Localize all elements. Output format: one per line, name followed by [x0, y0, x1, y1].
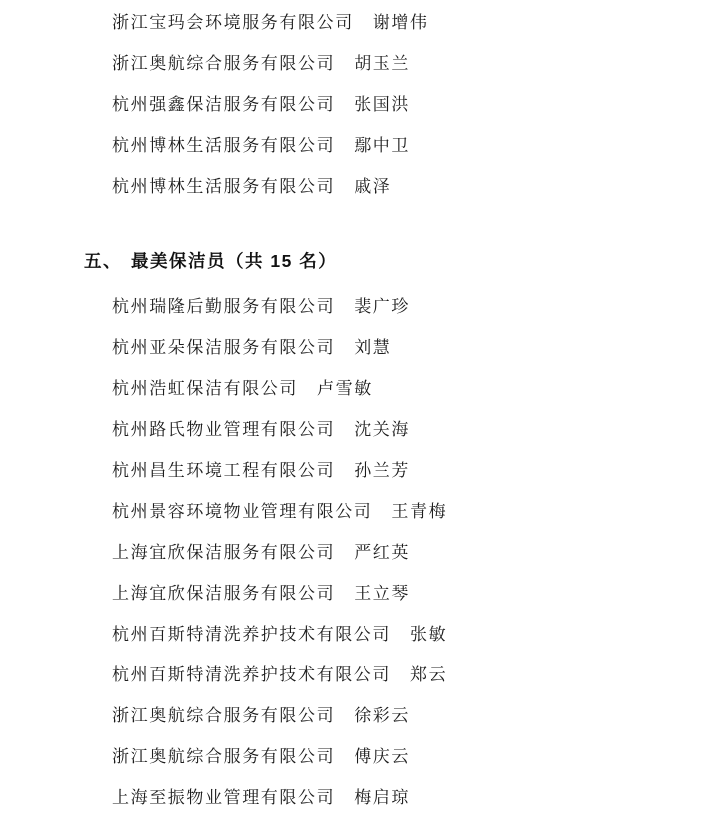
award-list-item [0, 747, 707, 788]
company-name: 杭州博林生活服务有限公司 [112, 135, 336, 155]
award-list-item [0, 297, 707, 338]
company-name: 浙江奥航综合服务有限公司 [112, 53, 336, 73]
award-list-item [0, 706, 707, 747]
company-name: 杭州浩虹保洁有限公司 [112, 379, 298, 399]
section-title: 最美保洁员（共 15 名） [131, 251, 338, 272]
person-name: 沈关海 [354, 420, 411, 440]
person-name: 张敏 [410, 624, 448, 644]
award-list-previous-section [0, 0, 707, 217]
person-name: 裴广珍 [354, 297, 411, 317]
person-name: 梅启琼 [354, 788, 411, 808]
company-name: 杭州瑞隆后勤服务有限公司 [112, 297, 336, 317]
section-heading [0, 251, 707, 272]
company-name: 杭州博林生活服务有限公司 [112, 176, 336, 196]
company-name: 杭州强鑫保洁服务有限公司 [112, 94, 336, 114]
award-list-item [0, 788, 707, 815]
company-name: 浙江宝玛会环境服务有限公司 [112, 13, 354, 32]
person-name: 严红英 [354, 542, 411, 562]
person-name: 张国洪 [354, 94, 411, 114]
company-name: 杭州路氏物业管理有限公司 [112, 420, 336, 440]
award-list-item [0, 136, 707, 177]
company-name: 上海宜欣保洁服务有限公司 [112, 583, 336, 603]
section-number: 五、 [84, 251, 122, 272]
company-name: 杭州亚朵保洁服务有限公司 [112, 338, 336, 358]
award-list-item [0, 584, 707, 625]
company-name: 杭州百斯特清洗养护技术有限公司 [112, 624, 391, 644]
company-name: 杭州昌生环境工程有限公司 [112, 461, 336, 481]
person-name: 徐彩云 [354, 706, 411, 726]
award-list-item [0, 13, 707, 54]
award-list-item [0, 420, 707, 461]
award-list-item [0, 95, 707, 136]
award-list-item [0, 625, 707, 666]
award-list-item [0, 461, 707, 502]
person-name: 孙兰芳 [354, 461, 411, 481]
person-name: 谢增伟 [372, 13, 429, 32]
person-name: 鄢中卫 [354, 135, 411, 155]
company-name: 浙江奥航综合服务有限公司 [112, 706, 336, 726]
person-name: 刘慧 [354, 338, 392, 358]
company-name: 杭州百斯特清洗养护技术有限公司 [112, 665, 391, 685]
award-list-item [0, 338, 707, 379]
award-list-item [0, 54, 707, 95]
person-name: 戚泽 [354, 176, 392, 196]
person-name: 胡玉兰 [354, 53, 411, 73]
award-list-item [0, 543, 707, 584]
company-name: 上海至振物业管理有限公司 [112, 788, 336, 808]
person-name: 王立琴 [354, 583, 411, 603]
person-name: 傅庆云 [354, 747, 411, 767]
company-name: 浙江奥航综合服务有限公司 [112, 747, 336, 767]
award-list-item [0, 379, 707, 420]
person-name: 王青梅 [391, 501, 448, 521]
person-name: 郑云 [410, 665, 448, 685]
company-name: 杭州景容环境物业管理有限公司 [112, 501, 373, 521]
person-name: 卢雪敏 [317, 379, 373, 399]
company-name: 上海宜欣保洁服务有限公司 [112, 542, 336, 562]
award-list-item [0, 502, 707, 543]
award-list-item [0, 665, 707, 706]
award-list-item [0, 177, 707, 218]
award-list-best-cleaners [0, 297, 707, 815]
